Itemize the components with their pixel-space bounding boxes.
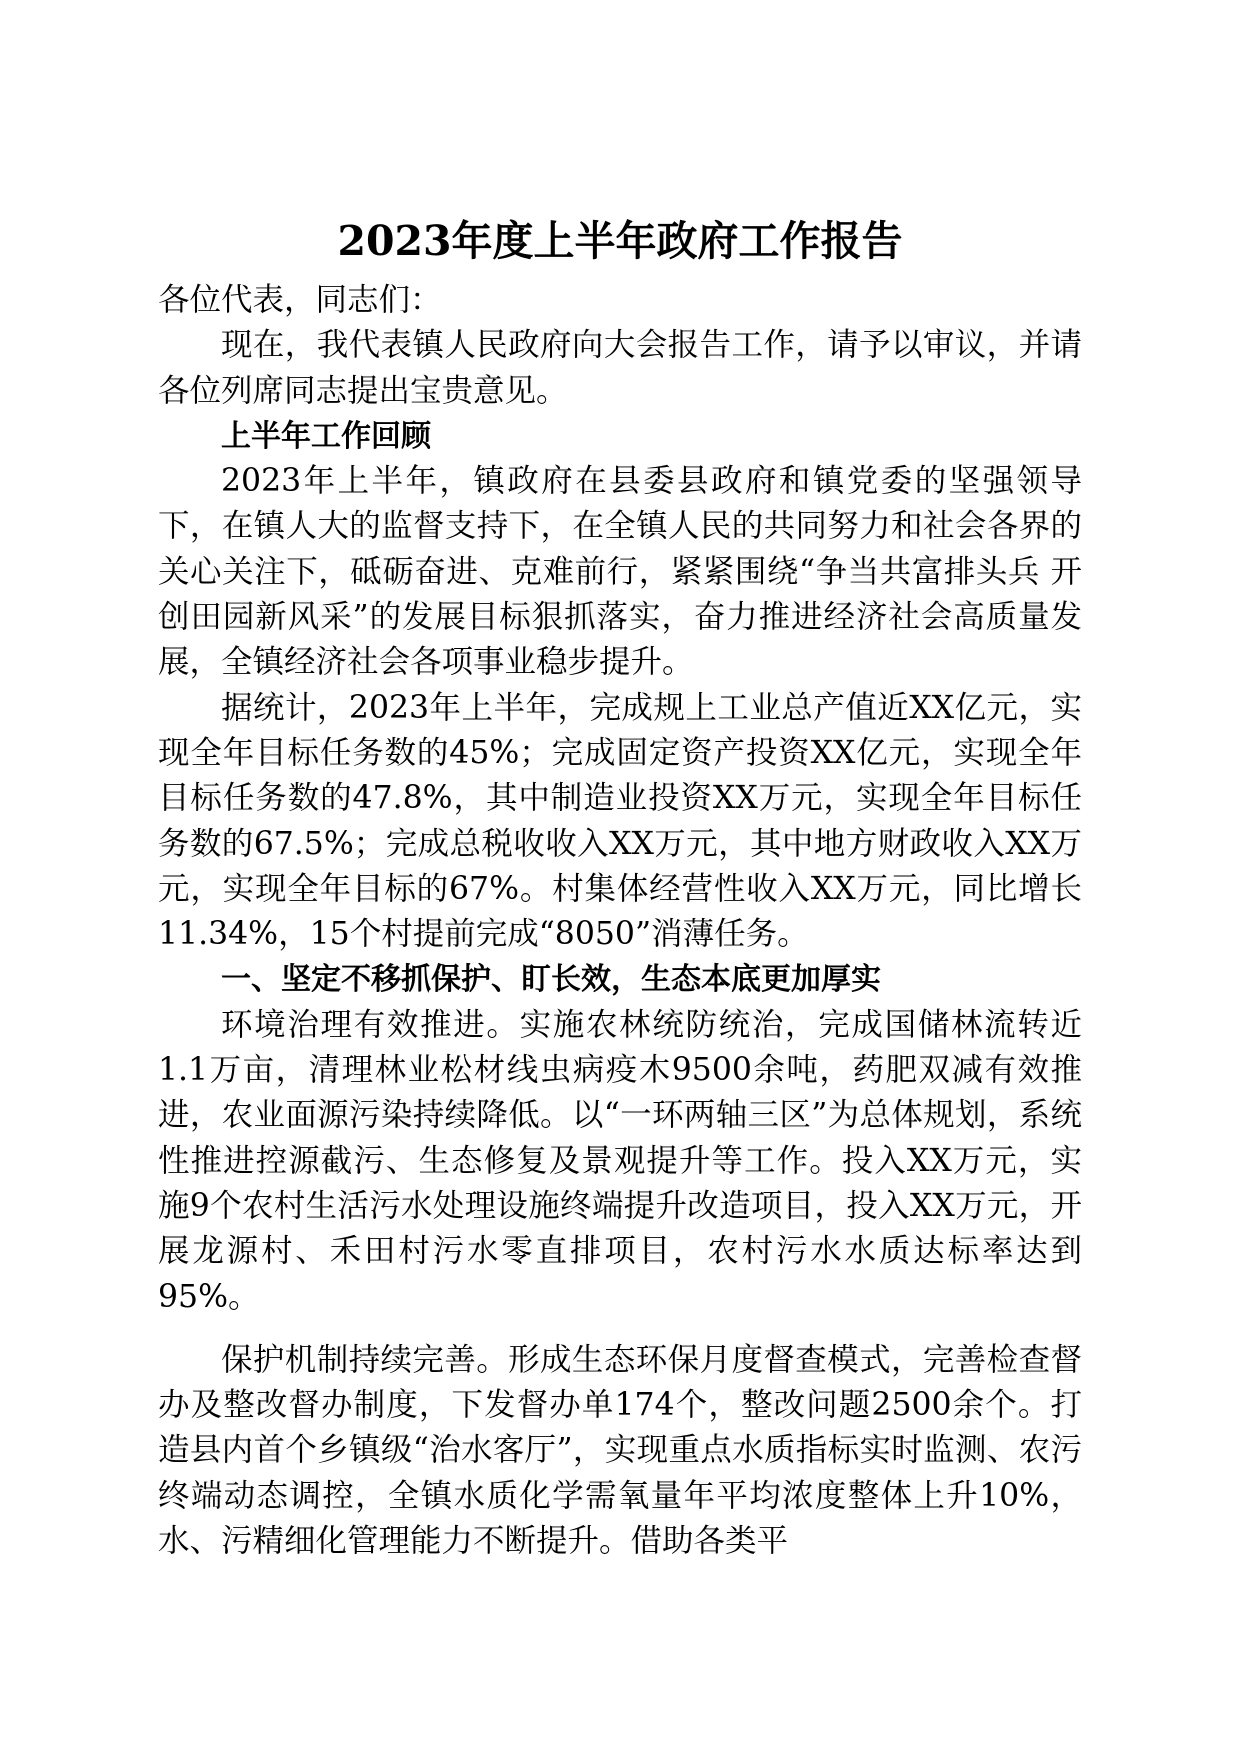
intro-paragraph: 现在，我代表镇人民政府向大会报告工作，请予以审议，并请各位列席同志提出宝贵意见。 [158,327,1082,409]
section-heading-one: 一、坚定不移抓保护、盯长效，生态本底更加厚实 [221,962,881,998]
section-one-paragraph-1: 环境治理有效推进。实施农林统防统治，完成国储林流转近1.1万亩，清理林业松材线虫病疫木9500余吨，药肥双减有效推进，农业面源污染持续降低。以“一环两轴三区”为总体规划，系统性推进控源截污、生态修复及景观提升等工作。投入XX万元，实施9个农村生活污水处理设施终端提升改造项目，投入XX万元，开展龙源村、禾田村污水零直排项目，农村污水水质达标率达到95%。 [158,1006,1082,1315]
salutation: 各位代表，同志们： [158,282,442,318]
review-paragraph-2: 据统计，2023年上半年，完成规上工业总产值近XX亿元，实现全年目标任务数的45%；完成固定资产投资XX亿元，实现全年目标任务数的47.8%，其中制造业投资XX万元，实现全年目标任务数的67.5%；完成总税收收入XX万元，其中地方财政收入XX万元，实现全年目标的67%。村集体经营性收入XX万元，同比增长11.34%，15个村提前完成“8050”消薄任务。 [158,689,1082,953]
section-heading-review: 上半年工作回顾 [221,418,431,454]
section-one-paragraph-2: 保护机制持续完善。形成生态环保月度督查模式，完善检查督办及整改督办制度，下发督办单174个，整改问题2500余个。打造县内首个乡镇级“治水客厅”，实现重点水质指标实时监测、农污终端动态调控，全镇水质化学需氧量年平均浓度整体上升10%，水、污精细化管理能力不断提升。借助各类平 [158,1341,1082,1560]
document-page [158,212,1082,1564]
document-title: 2023年度上半年政府工作报告 [337,217,903,265]
review-paragraph-1: 2023年上半年，镇政府在县委县政府和镇党委的坚强领导下，在镇人大的监督支持下，在全镇人民的共同努力和社会各界的关心关注下，砥砺奋进、克难前行，紧紧围绕“争当共富排头兵 开创田园新风采”的发展目标狠抓落实，奋力推进经济社会高质量发展，全镇经济社会各项事业稳步提升。 [158,463,1082,681]
